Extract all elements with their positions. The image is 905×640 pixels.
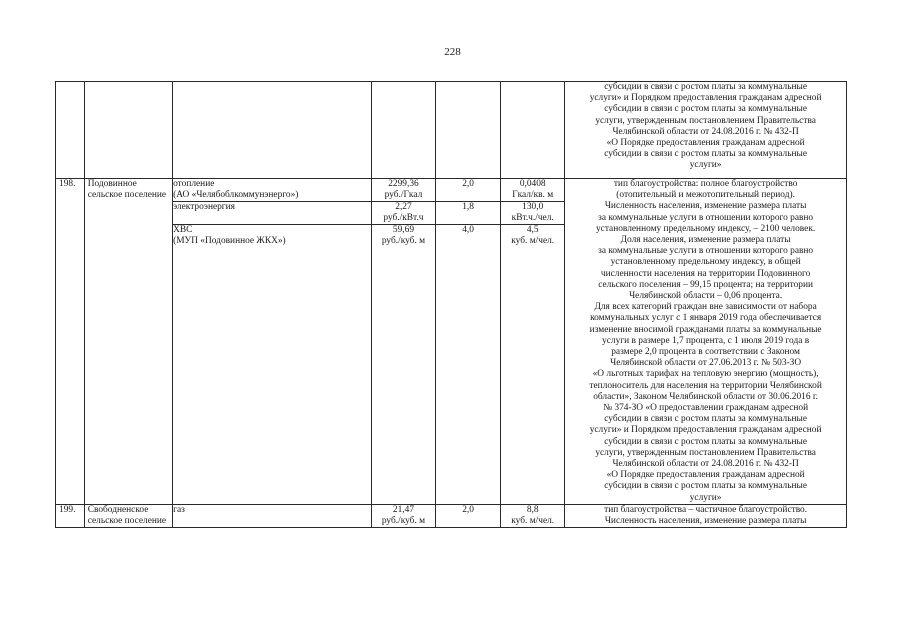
service-name: газ	[173, 504, 185, 515]
volume-value	[501, 505, 565, 527]
tariff-value	[371, 224, 435, 257]
tariff-value	[371, 179, 435, 201]
volume-number: 4,5	[526, 225, 539, 235]
service-cell	[173, 179, 372, 505]
text-line: Челябинской области от 27.06.2013 г. № 503-ЗО	[610, 358, 802, 369]
percent-value: 2,0	[462, 179, 474, 189]
tariff-table	[55, 81, 847, 528]
tariff-cell	[371, 179, 435, 505]
tariff-value	[371, 201, 435, 224]
text-line: субсидии в связи с ростом платы за коммунальные	[604, 481, 807, 492]
volume-cell	[501, 504, 565, 527]
row-number: 199.	[56, 504, 85, 527]
volume-cell	[501, 82, 565, 179]
volume-unit: куб. м/чел.	[511, 516, 555, 527]
text-line: (отопительный и межотопительный период).	[616, 190, 795, 201]
percent-value: 2,0	[462, 504, 474, 515]
settlement-name: Подовинное сельское поселение	[84, 179, 172, 505]
volume-unit: кВт.ч./чел.	[511, 213, 554, 224]
settlement-cell	[84, 82, 172, 179]
settlement-name: Свободненское сельское поселение	[84, 504, 172, 527]
description-text	[565, 179, 847, 505]
tariff-unit: руб./куб. м	[381, 516, 426, 527]
service-provider: (МУП «Подовинное ЖКХ»)	[173, 236, 286, 247]
description-text	[565, 504, 847, 527]
text-line: «О Порядке предоставления гражданам адресной	[606, 138, 805, 149]
tariff-cell	[371, 82, 435, 179]
volume-number: 8,8	[526, 504, 539, 515]
service-name: ХВС	[173, 225, 193, 235]
text-line: численности населения на территории Подовинного	[600, 268, 811, 279]
text-line: размере 2,0 процента в соответствии с Законом	[611, 347, 800, 358]
service-name: электроэнергия	[173, 202, 235, 212]
service-name: отопление	[173, 179, 215, 189]
service-item	[173, 179, 372, 201]
tariff-unit: руб./Гкал	[384, 190, 423, 201]
text-line: услуги, утвержденным постановлением Правительства	[595, 447, 816, 458]
page-number: 228	[444, 46, 461, 58]
tariff-number: 59,69	[392, 225, 415, 235]
tariff-cell	[371, 504, 435, 527]
text-line: субсидии в связи с ростом платы за коммунальные	[604, 149, 807, 160]
text-line: установленному предельному индексу, – 2100 человек.	[595, 223, 816, 234]
volume-cell	[501, 179, 565, 505]
volume-number: 130,0	[522, 202, 544, 212]
service-provider: (АО «Челябоблкоммунэнерго»)	[173, 190, 299, 201]
volume-unit: куб. м/чел.	[511, 236, 555, 247]
tariff-value	[371, 505, 435, 527]
table-row	[56, 504, 847, 527]
service-cell	[173, 82, 372, 179]
text-line: Челябинской области – 0,06 процента.	[629, 291, 783, 302]
percent-cell	[436, 504, 501, 527]
text-line: услуги в размере 1,7 процента, с 1 июля 2019 года в	[602, 335, 810, 346]
text-line: за коммунальные услуги в отношении которого равно	[598, 212, 814, 223]
service-item	[173, 201, 372, 224]
service-item	[173, 505, 372, 527]
percent-value: 4,0	[436, 224, 501, 257]
row-number-cell	[56, 82, 85, 179]
percent-cell	[436, 82, 501, 179]
text-line: Челябинской области от 24.08.2016 г. № 432-П	[612, 126, 799, 137]
volume-number: 0,0408	[519, 179, 546, 189]
table-row	[56, 179, 847, 505]
text-line: сельского поселения – 99,15 процента; на территории	[598, 279, 814, 290]
volume-value	[501, 224, 565, 257]
text-line: субсидии в связи с ростом платы за коммунальные	[604, 82, 807, 92]
row-number: 198.	[56, 179, 85, 505]
text-line: субсидии в связи с ростом платы за коммунальные	[604, 436, 807, 447]
text-line: Доля населения, изменение размера платы	[620, 235, 791, 246]
text-line: субсидии в связи с ростом платы за коммунальные	[604, 104, 807, 115]
text-line: Численность населения, изменение размера платы	[604, 516, 807, 527]
tariff-unit: руб./куб. м	[381, 236, 426, 247]
tariff-unit: руб./кВт.ч	[383, 213, 424, 224]
text-line: услуги»	[689, 492, 722, 503]
tariff-number: 21,47	[392, 504, 415, 515]
text-line: услуги, утвержденным постановлением Правительства	[595, 115, 816, 126]
text-line: «О Порядке предоставления гражданам адресной	[606, 470, 805, 481]
tariff-number: 2299,36	[388, 179, 419, 189]
text-line: услуги» и Порядком предоставления гражданам адресной	[589, 93, 822, 104]
text-line: тип благоустройства: полное благоустройство	[613, 179, 798, 189]
text-line: услуги» и Порядком предоставления гражданам адресной	[589, 425, 822, 436]
percent-cell	[436, 179, 501, 505]
continuation-row	[56, 82, 847, 179]
text-line: субсидии в связи с ростом платы за коммунальные	[604, 414, 807, 425]
continuation-text	[565, 82, 847, 179]
text-line: Челябинской области от 24.08.2016 г. № 432-П	[612, 459, 799, 470]
service-item	[173, 224, 372, 257]
text-line: услуги»	[689, 160, 722, 171]
text-line: установленному предельному индексу, в общей	[610, 257, 801, 268]
text-line: теплоноситель для населения на территории Челябинской	[589, 380, 822, 391]
service-cell	[173, 504, 372, 527]
text-line: за коммунальные услуги в отношении которого равно	[598, 246, 814, 257]
text-line: № 374-ЗО «О предоставлении гражданам адресной	[603, 403, 809, 414]
volume-value	[501, 179, 565, 201]
text-line: «О льготных тарифах на тепловую энергию (мощность),	[592, 369, 819, 380]
volume-unit: Гкал/кв. м	[512, 190, 554, 201]
tariff-number: 2,27	[395, 202, 412, 212]
text-line: области», Законом Челябинской области от 30.06.2016 г.	[593, 391, 819, 402]
percent-value: 1,8	[436, 201, 501, 224]
text-line: коммунальных услуг с 1 января 2019 года обеспечивается	[590, 313, 822, 324]
volume-value	[501, 201, 565, 224]
text-line: Численность населения, изменение размера платы	[604, 201, 807, 212]
text-line: изменение вносимой гражданами платы за коммунальные	[589, 324, 822, 335]
text-line: тип благоустройства – частичное благоустройство.	[604, 504, 808, 515]
text-line: Для всех категорий граждан вне зависимости от набора	[594, 302, 817, 313]
